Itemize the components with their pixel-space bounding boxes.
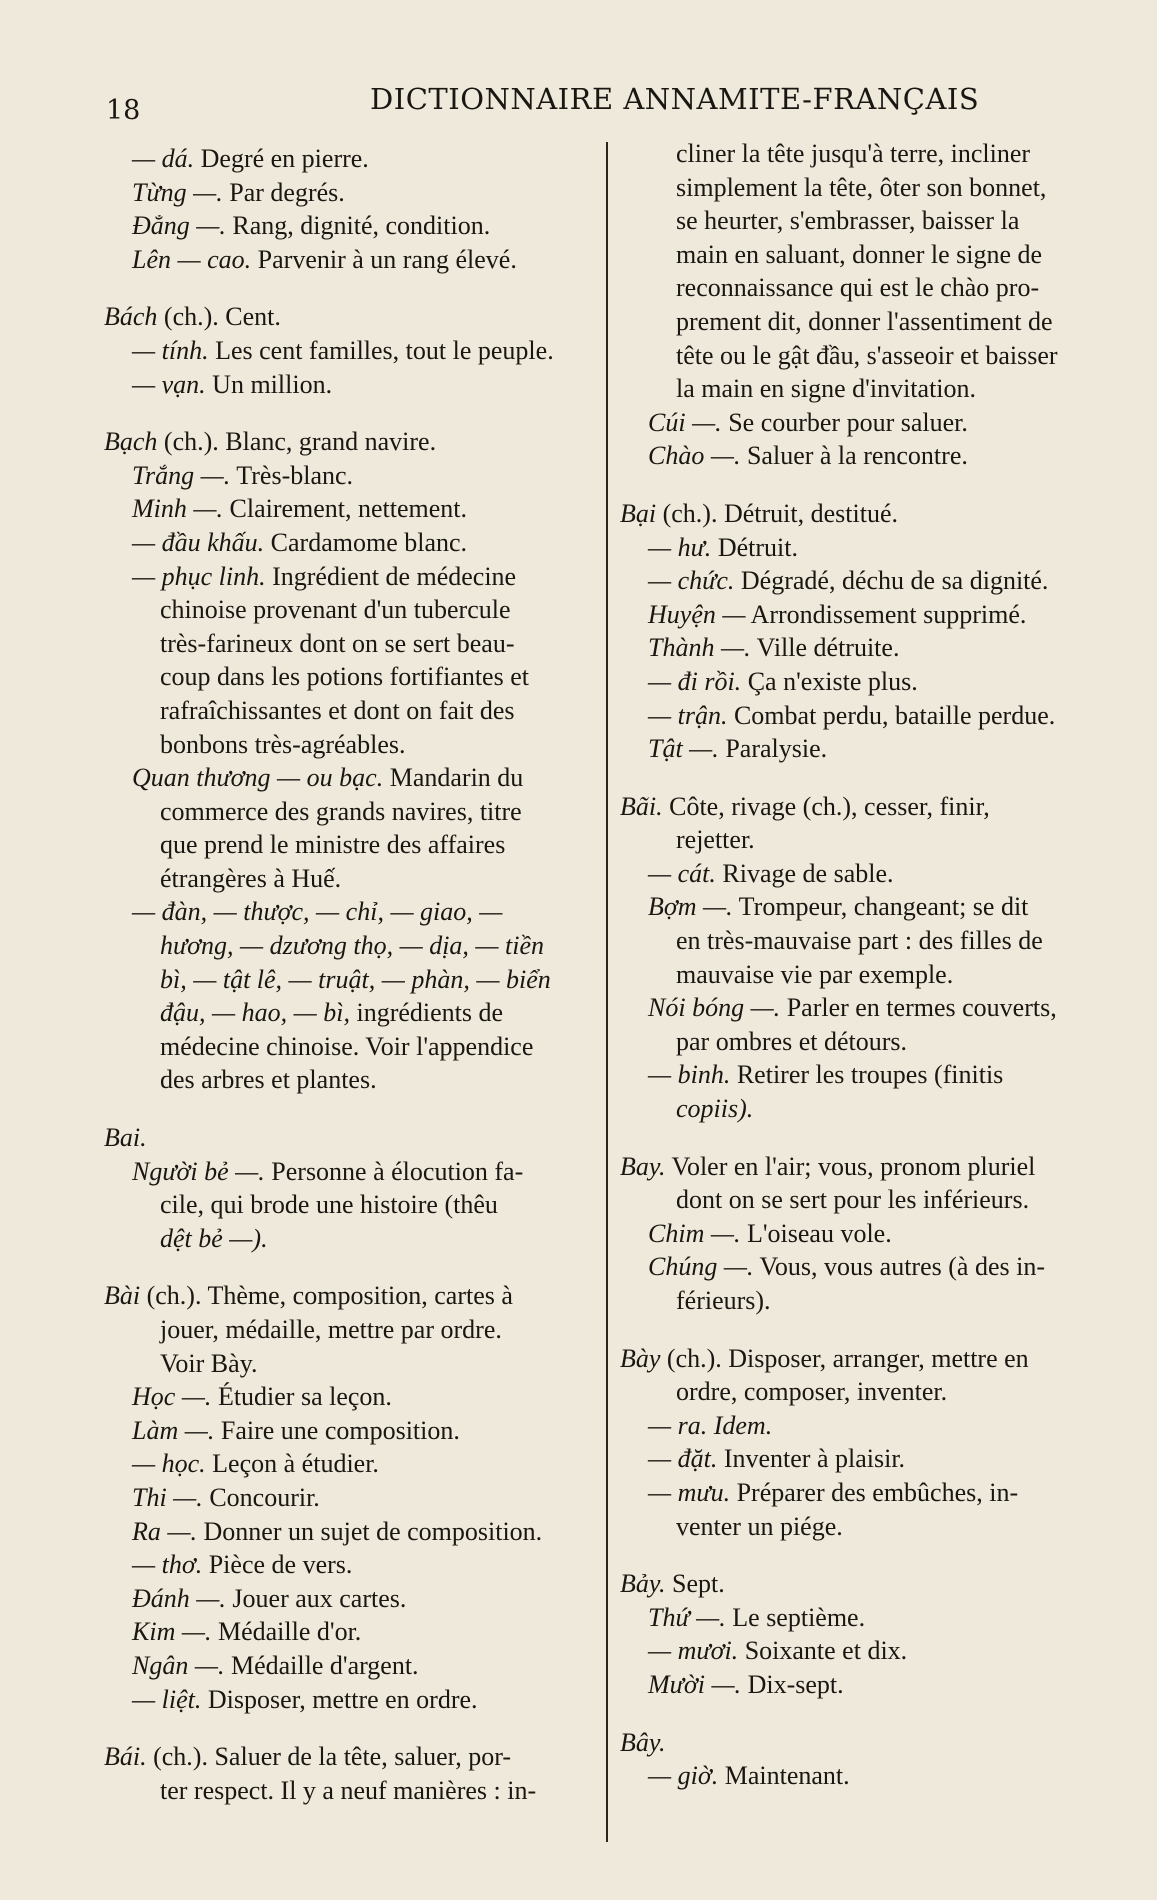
entry-line	[620, 1250, 1122, 1284]
entry-definition: ter respect. Il y a neuf manières : in-	[160, 1775, 537, 1805]
entry-headword: Chào —.	[648, 441, 741, 471]
dictionary-entry	[620, 1726, 1122, 1793]
entry-headword: — tính.	[132, 335, 209, 365]
entry-line	[620, 958, 1122, 992]
dictionary-entry	[104, 1279, 600, 1716]
entry-definition: Maintenant.	[718, 1761, 850, 1791]
entry-line	[104, 368, 600, 402]
entry-definition: (ch.). Blanc, grand navire.	[157, 427, 437, 457]
right-column	[620, 137, 1122, 1817]
entry-line	[620, 1217, 1122, 1251]
entry-definition: Inventer à plaisir.	[717, 1444, 906, 1474]
entry-headword: Bài	[104, 1281, 141, 1311]
entry-definition: Paralysie.	[718, 734, 828, 764]
entry-headword: — dá.	[132, 144, 195, 173]
entry-line	[620, 271, 1122, 305]
dictionary-entry	[620, 1342, 1122, 1544]
entry-definition: Saluer à la rencontre.	[740, 441, 968, 471]
entry-definition: Parvenir à un rang élevé.	[251, 244, 517, 274]
entry-line	[104, 1515, 600, 1549]
entry-line	[620, 1025, 1122, 1059]
entry-line	[104, 795, 600, 829]
entry-definition: très-farineux dont on se sert beau-	[160, 628, 515, 658]
entry-definition: la main en signe d'invitation.	[676, 374, 977, 404]
entry-definition: Leçon à étudier.	[205, 1449, 379, 1479]
entry-line	[620, 439, 1122, 473]
entry-line	[620, 1092, 1122, 1126]
entry-line	[104, 694, 600, 728]
entry-line	[620, 1567, 1122, 1601]
entry-line	[104, 425, 600, 459]
entry-headword: — ra. Idem.	[648, 1410, 773, 1440]
entry-line	[104, 1649, 600, 1683]
entry-headword: — phục linh.	[132, 561, 266, 591]
entry-headword: Cúi —.	[648, 407, 722, 437]
entry-definition: dont on se sert pour les inférieurs.	[676, 1185, 1030, 1215]
entry-definition: que prend le ministre des affaires	[160, 830, 506, 860]
entry-headword: Chúng —.	[648, 1252, 754, 1282]
entry-headword: Bách	[104, 302, 158, 332]
entry-line	[104, 209, 600, 243]
entry-definition: Donner un sujet de composition.	[197, 1516, 543, 1546]
entry-line	[620, 171, 1122, 205]
entry-line	[104, 1548, 600, 1582]
entry-line	[620, 1375, 1122, 1409]
entry-definition: Préparer des embûches, in-	[730, 1477, 1019, 1507]
entry-headword: copiis).	[676, 1094, 754, 1124]
entry-headword: Bày	[620, 1343, 661, 1373]
entry-headword: — giờ.	[648, 1761, 719, 1791]
entry-line	[620, 204, 1122, 238]
entry-headword: Quan thương — ou bạc.	[132, 763, 384, 793]
entry-line	[104, 728, 600, 762]
entry-line	[104, 1683, 600, 1717]
entry-headword: Đánh —.	[132, 1583, 226, 1613]
entry-definition: bonbons très-agréables.	[160, 729, 406, 759]
page-header-title: DICTIONNAIRE ANNAMITE-FRANÇAIS	[370, 82, 980, 116]
entry-definition: Se courber pour saluer.	[721, 407, 968, 437]
entry-headword: Bại	[620, 498, 657, 528]
column-divider	[606, 142, 608, 1842]
entry-definition: Dix-sept.	[741, 1669, 844, 1699]
entry-definition: Mandarin du	[383, 763, 524, 793]
entry-line	[620, 699, 1122, 733]
entry-definition: Combat perdu, bataille perdue.	[727, 700, 1056, 730]
entry-definition: Dégradé, déchu de sa dignité.	[734, 566, 1049, 596]
entry-headword: Bảy.	[620, 1569, 666, 1599]
entry-headword: Tật —.	[648, 734, 719, 764]
entry-line	[104, 492, 600, 526]
entry-headword: Học —.	[132, 1382, 212, 1412]
entry-definition: Voler en l'air; vous, pronom pluriel	[665, 1151, 1036, 1181]
entry-line	[104, 334, 600, 368]
entry-line	[104, 1063, 600, 1097]
entry-line	[104, 660, 600, 694]
entry-definition: étrangères à Huế.	[160, 863, 342, 893]
entry-definition: Ingrédient de médecine	[265, 561, 517, 591]
entry-line	[104, 560, 600, 594]
entry-line	[104, 459, 600, 493]
entry-headword: Huyện —	[648, 599, 746, 629]
entry-line	[620, 890, 1122, 924]
entry-headword: — hư.	[648, 532, 712, 562]
page-number: 18	[106, 95, 141, 126]
entry-definition: Ça n'existe plus.	[741, 666, 918, 696]
entry-definition: Rang, dignité, condition.	[225, 211, 491, 241]
entry-headword: Bái.	[104, 1742, 147, 1772]
entry-headword: — đặt.	[648, 1444, 718, 1474]
entry-line	[104, 996, 600, 1030]
entry-definition: Parler en termes couverts,	[780, 993, 1057, 1023]
entry-definition: Ville détruite.	[750, 633, 900, 663]
entry-line	[104, 1380, 600, 1414]
entry-definition: Les cent familles, tout le peuple.	[208, 335, 554, 365]
entry-definition: Par degrés.	[222, 177, 345, 207]
entry-headword: Ra —.	[132, 1516, 197, 1546]
entry-definition: ordre, composer, inventer.	[676, 1377, 948, 1407]
entry-headword: Ngân —.	[132, 1650, 225, 1680]
left-column	[104, 142, 600, 1831]
entry-definition: Jouer aux cartes.	[225, 1583, 407, 1613]
entry-line	[104, 828, 600, 862]
entry-definition: se heurter, s'embrasser, baisser la	[676, 206, 1020, 236]
entry-headword: — chức.	[648, 566, 735, 596]
entry-definition: prement dit, donner l'assentiment de	[676, 306, 1053, 336]
entry-line	[620, 1510, 1122, 1544]
entry-definition: ingrédients de	[349, 998, 504, 1028]
entry-definition: Faire une composition.	[214, 1415, 460, 1445]
entry-headword: Thứ —.	[648, 1602, 726, 1632]
entry-line	[620, 305, 1122, 339]
entry-headword: Kim —.	[132, 1617, 212, 1647]
entry-line	[620, 1284, 1122, 1318]
entry-line	[620, 1601, 1122, 1635]
entry-definition: Étudier sa leçon.	[211, 1382, 392, 1412]
entry-line	[620, 631, 1122, 665]
entry-definition: L'oiseau vole.	[740, 1218, 892, 1248]
entry-headword: hương, — dzương thọ, — dịa, — tiền	[160, 931, 545, 961]
entry-line	[620, 1058, 1122, 1092]
entry-headword: — liệt.	[132, 1684, 202, 1714]
entry-line	[104, 1030, 600, 1064]
entry-headword: Nói bóng —.	[648, 993, 781, 1023]
entry-headword: — đàn, — thược, — chỉ, — giao, —	[132, 897, 503, 927]
entry-headword: — đi rồi.	[648, 666, 742, 696]
entry-line	[104, 593, 600, 627]
entry-headword: bì, — tật lê, — truật, — phàn, — biển	[160, 964, 551, 994]
entry-line	[104, 1347, 600, 1381]
entry-definition: (ch.). Disposer, arranger, mettre en	[660, 1343, 1029, 1373]
entry-definition: Disposer, mettre en ordre.	[201, 1684, 478, 1714]
dictionary-entry	[104, 300, 600, 401]
entry-headword: Người bẻ —.	[132, 1156, 265, 1186]
entry-definition: Personne à élocution fa-	[264, 1156, 524, 1186]
entry-headword: — mưu.	[648, 1477, 731, 1507]
entry-definition: des arbres et plantes.	[160, 1065, 377, 1095]
entry-line	[620, 372, 1122, 406]
entry-line	[104, 1774, 600, 1808]
entry-headword: Bay.	[620, 1151, 666, 1181]
dictionary-entry	[104, 1121, 600, 1255]
entry-line	[620, 598, 1122, 632]
entry-line	[620, 1183, 1122, 1217]
entry-definition: Soixante et dix.	[738, 1636, 908, 1666]
entry-definition: Sept.	[665, 1569, 725, 1599]
entry-definition: Retirer les troupes (finitis	[730, 1060, 1004, 1090]
entry-headword: — trận.	[648, 700, 728, 730]
entry-line	[104, 929, 600, 963]
entry-headword: — cát.	[648, 858, 716, 888]
entry-headword: — vạn.	[132, 369, 206, 399]
entry-line	[620, 1150, 1122, 1184]
entry-line	[620, 564, 1122, 598]
entry-line	[104, 300, 600, 334]
entry-line	[620, 137, 1122, 171]
entry-definition: Un million.	[205, 369, 333, 399]
entry-line	[104, 1582, 600, 1616]
entry-headword: — đầu khấu.	[132, 527, 265, 557]
entry-definition: Côte, rivage (ch.), cesser, finir,	[662, 791, 990, 821]
entry-definition: Pièce de vers.	[202, 1550, 353, 1580]
entry-definition: Voir Bày.	[160, 1348, 258, 1378]
entry-definition: (ch.). Saluer de la tête, saluer, por-	[146, 1742, 512, 1772]
entry-line	[620, 1759, 1122, 1793]
entry-definition: simplement la tête, ôter son bonnet,	[676, 172, 1047, 202]
entry-line	[620, 406, 1122, 440]
entry-definition: venter un piége.	[676, 1511, 843, 1541]
entry-definition: rafraîchissantes et dont on fait des	[160, 695, 515, 725]
entry-definition: (ch.). Thème, composition, cartes à	[140, 1281, 513, 1311]
entry-line	[620, 1442, 1122, 1476]
entry-headword: Làm —.	[132, 1415, 215, 1445]
entry-line	[104, 761, 600, 795]
entry-line	[620, 1668, 1122, 1702]
entry-definition: en très-mauvaise part : des filles de	[676, 926, 1043, 956]
entry-line	[104, 1740, 600, 1774]
entry-line	[104, 142, 600, 176]
entry-definition: reconnaissance qui est le chào pro-	[676, 273, 1040, 303]
entry-definition: mauvaise vie par exemple.	[676, 959, 954, 989]
entry-definition: Trompeur, changeant; se dit	[732, 892, 1029, 922]
entry-headword: — thơ.	[132, 1550, 203, 1580]
entry-line	[620, 1634, 1122, 1668]
entry-line	[620, 857, 1122, 891]
entry-line	[104, 963, 600, 997]
entry-line	[620, 1476, 1122, 1510]
entry-definition: médecine chinoise. Voir l'appendice	[160, 1031, 534, 1061]
entry-definition: Rivage de sable.	[715, 858, 894, 888]
entry-definition: Vous, vous autres (à des in-	[753, 1252, 1045, 1282]
entry-line	[104, 1279, 600, 1313]
entry-line	[104, 243, 600, 277]
entry-line	[620, 497, 1122, 531]
entry-headword: Bai.	[104, 1123, 147, 1153]
dictionary-entry	[620, 1150, 1122, 1318]
entry-definition: commerce des grands navires, titre	[160, 796, 522, 826]
entry-line	[104, 895, 600, 929]
dictionary-entry	[104, 142, 600, 276]
dictionary-entry	[620, 790, 1122, 1126]
entry-line	[104, 862, 600, 896]
dictionary-entry	[620, 1567, 1122, 1701]
entry-line	[104, 1155, 600, 1189]
entry-definition: jouer, médaille, mettre par ordre.	[160, 1315, 502, 1344]
entry-headword: — binh.	[648, 1060, 731, 1090]
entry-line	[104, 1481, 600, 1515]
entry-definition: (ch.). Détruit, destitué.	[656, 498, 898, 528]
entry-headword: Mười —.	[648, 1669, 742, 1699]
entry-headword: Bây.	[620, 1727, 666, 1757]
entry-definition: Arrondissement supprimé.	[745, 599, 1027, 629]
entry-definition: Degré en pierre.	[194, 144, 369, 173]
entry-definition: rejetter.	[676, 825, 755, 855]
entry-definition: férieurs).	[676, 1286, 771, 1315]
dictionary-entry	[620, 137, 1122, 473]
entry-definition: par ombres et détours.	[676, 1026, 908, 1056]
entry-definition: Médaille d'argent.	[224, 1650, 419, 1680]
entry-definition: Le septième.	[725, 1602, 866, 1632]
entry-definition: cliner la tête jusqu'à terre, incliner	[676, 139, 1031, 168]
entry-headword: Bãi.	[620, 791, 663, 821]
entry-definition: tête ou le gật đầu, s'asseoir et baisser	[676, 340, 1058, 370]
entry-definition: coup dans les potions fortifiantes et	[160, 662, 529, 692]
entry-headword: Bạch	[104, 427, 158, 457]
entry-headword: Trắng —.	[132, 460, 231, 490]
entry-headword: Từng —.	[132, 177, 223, 207]
entry-line	[620, 924, 1122, 958]
entry-definition: chinoise provenant d'un tubercule	[160, 595, 511, 625]
entry-line	[620, 1409, 1122, 1443]
entry-definition: (ch.). Cent.	[157, 302, 281, 332]
entry-line	[620, 531, 1122, 565]
entry-line	[620, 1342, 1122, 1376]
entry-line	[620, 790, 1122, 824]
entry-line	[620, 665, 1122, 699]
entry-line	[620, 339, 1122, 373]
entry-line	[104, 526, 600, 560]
entry-headword: Minh —.	[132, 494, 223, 524]
entry-headword: đậu, — hao, — bì,	[160, 998, 350, 1028]
entry-line	[104, 176, 600, 210]
entry-line	[620, 991, 1122, 1025]
entry-line	[104, 1121, 600, 1155]
entry-line	[104, 1313, 600, 1347]
entry-headword: Lên — cao.	[132, 244, 252, 274]
entry-definition: Clairement, nettement.	[223, 494, 468, 524]
entry-definition: cile, qui brode une histoire (thêu	[160, 1190, 498, 1220]
entry-definition: Cardamome blanc.	[264, 527, 468, 557]
entry-line	[104, 1414, 600, 1448]
entry-headword: Bợm —.	[648, 892, 733, 922]
entry-definition: main en saluant, donner le signe de	[676, 239, 1043, 269]
entry-line	[620, 1726, 1122, 1760]
entry-line	[104, 1447, 600, 1481]
entry-headword: Thành —.	[648, 633, 751, 663]
entry-line	[104, 627, 600, 661]
entry-definition: Médaille d'or.	[211, 1617, 362, 1647]
entry-definition: Concourir.	[202, 1482, 320, 1512]
entry-definition: Détruit.	[711, 532, 798, 562]
entry-line	[104, 1222, 600, 1256]
entry-line	[620, 823, 1122, 857]
entry-line	[104, 1615, 600, 1649]
entry-headword: Đẳng —.	[132, 211, 226, 241]
entry-line	[104, 1188, 600, 1222]
entry-headword: Thi —.	[132, 1482, 203, 1512]
entry-headword: — mươi.	[648, 1636, 739, 1666]
entry-line	[620, 238, 1122, 272]
entry-headword: Chim —.	[648, 1218, 741, 1248]
dictionary-entry	[620, 497, 1122, 766]
dictionary-entry	[104, 1740, 600, 1807]
entry-headword: — học.	[132, 1449, 206, 1479]
dictionary-entry	[104, 425, 600, 1097]
entry-line	[620, 732, 1122, 766]
entry-headword: dệt bẻ —).	[160, 1223, 268, 1253]
entry-definition: Très-blanc.	[230, 460, 354, 490]
